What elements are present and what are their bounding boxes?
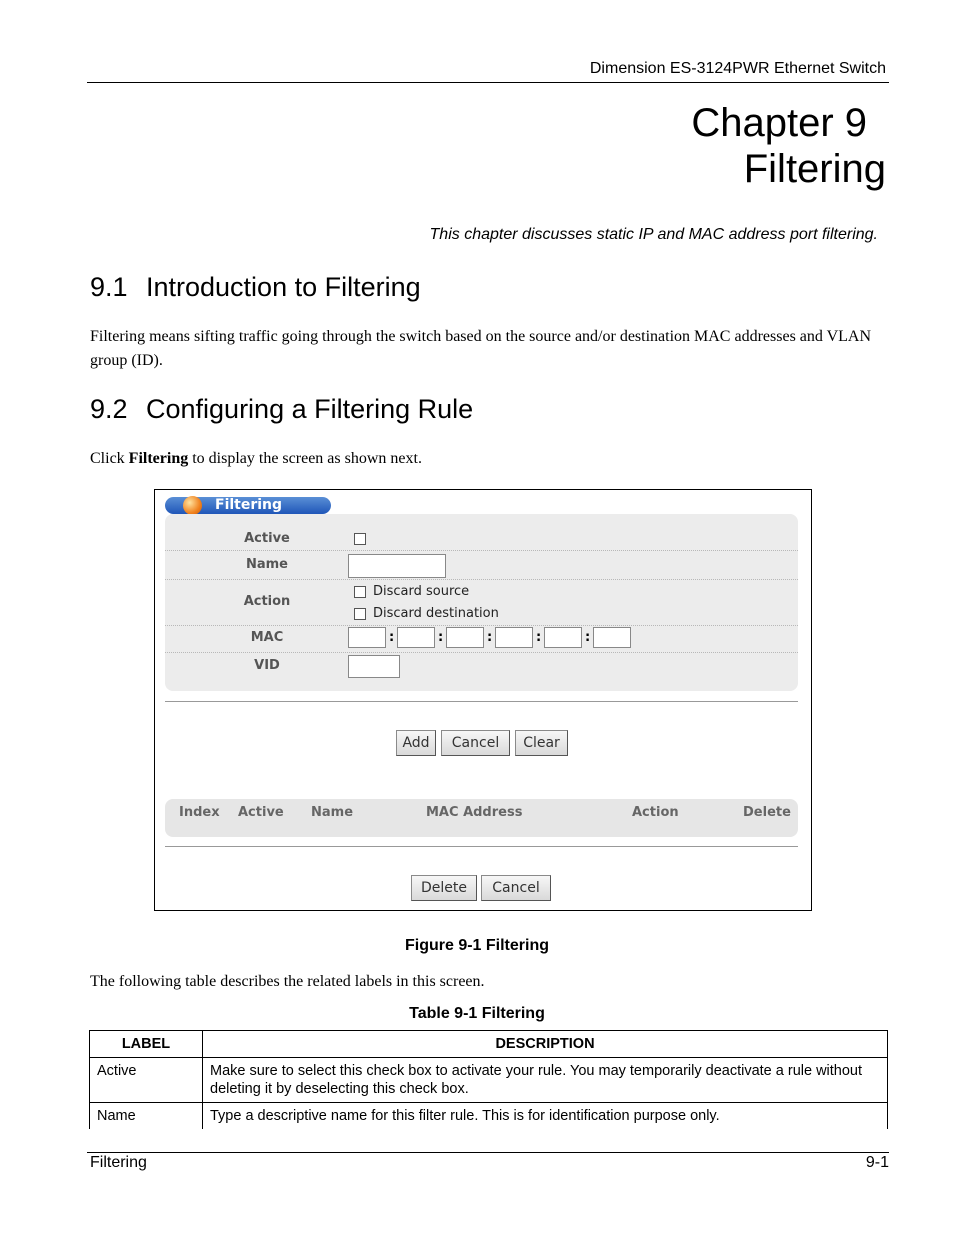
running-header: Dimension ES-3124PWR Ethernet Switch bbox=[589, 60, 886, 77]
section-heading-introduction bbox=[90, 272, 421, 303]
section-body-configuring bbox=[90, 447, 422, 471]
section-body-introduction: Filtering means sifting traffic going through the switch based on the source and/or destination MAC addresses and VLAN group (ID). bbox=[90, 328, 872, 369]
panel-title-bar bbox=[165, 497, 331, 514]
footer-rule bbox=[87, 1152, 889, 1153]
table-caption: Table 9-1 Filtering bbox=[409, 1005, 545, 1022]
discard-source-checkbox[interactable] bbox=[354, 586, 366, 598]
action-label: Action bbox=[243, 594, 291, 609]
mac-separator: : bbox=[389, 630, 395, 645]
cancel-list-button[interactable]: Cancel bbox=[481, 875, 551, 901]
row-divider bbox=[165, 579, 798, 580]
add-button[interactable]: Add bbox=[396, 730, 436, 756]
mac-octet-input[interactable] bbox=[544, 627, 582, 648]
body-text: Click bbox=[90, 450, 129, 467]
figure-caption: Figure 9-1 Filtering bbox=[404, 937, 549, 954]
label-description-table bbox=[89, 1030, 888, 1129]
chapter-number: Chapter 9 bbox=[691, 101, 867, 145]
body-text: to display the screen as shown next. bbox=[188, 450, 422, 467]
row-divider bbox=[165, 625, 798, 626]
footer-chapter-name: Filtering bbox=[90, 1154, 147, 1171]
discard-source-label: Discard source bbox=[373, 584, 470, 599]
body-bold-term: Filtering bbox=[128, 450, 189, 467]
panel-title: Filtering bbox=[215, 497, 283, 513]
name-label: Name bbox=[245, 557, 288, 572]
column-header-action: Action bbox=[632, 805, 679, 820]
column-header-label: LABEL bbox=[90, 1031, 203, 1058]
form-separator bbox=[165, 701, 798, 702]
mac-separator: : bbox=[585, 630, 591, 645]
row-description: Make sure to select this check box to activate your rule. You may temporarily deactivate a rule without deleting it by deselecting this check box. bbox=[203, 1058, 888, 1103]
discard-destination-checkbox[interactable] bbox=[354, 608, 366, 620]
discard-destination-label: Discard destination bbox=[373, 606, 499, 621]
mac-separator: : bbox=[438, 630, 444, 645]
orb-icon bbox=[183, 496, 202, 515]
mac-separator: : bbox=[487, 630, 493, 645]
vid-label: VID bbox=[254, 658, 280, 673]
table-row bbox=[90, 1058, 888, 1103]
row-description: Type a descriptive name for this filter rule. This is for identification purpose only. bbox=[203, 1103, 888, 1130]
section-title: Introduction to Filtering bbox=[146, 272, 421, 302]
column-header-delete: Delete bbox=[743, 805, 791, 820]
section-number: 9.2 bbox=[90, 394, 128, 424]
table-intro: The following table describes the related labels in this screen. bbox=[90, 973, 485, 990]
mac-octet-input[interactable] bbox=[397, 627, 435, 648]
footer-page-number: 9-1 bbox=[865, 1154, 889, 1171]
section-heading-configuring bbox=[90, 394, 473, 425]
mac-separator: : bbox=[536, 630, 542, 645]
column-header-description: DESCRIPTION bbox=[203, 1031, 888, 1058]
section-title: Configuring a Filtering Rule bbox=[146, 394, 474, 424]
active-checkbox[interactable] bbox=[354, 533, 366, 545]
column-header-mac-address: MAC Address bbox=[426, 805, 523, 820]
name-input[interactable] bbox=[348, 554, 446, 578]
filtering-screen-figure bbox=[154, 489, 812, 911]
table-header-row bbox=[90, 1031, 888, 1058]
clear-button[interactable]: Clear bbox=[515, 730, 568, 756]
column-header-name: Name bbox=[311, 805, 354, 820]
column-header-active: Active bbox=[238, 805, 284, 820]
mac-octet-input[interactable] bbox=[495, 627, 533, 648]
list-separator bbox=[165, 846, 798, 847]
table-row bbox=[90, 1103, 888, 1130]
section-number: 9.1 bbox=[90, 272, 128, 302]
filter-list-header bbox=[165, 799, 798, 837]
header-rule bbox=[87, 82, 889, 83]
vid-input[interactable] bbox=[348, 655, 400, 678]
row-label: Active bbox=[90, 1058, 203, 1103]
active-label: Active bbox=[244, 531, 290, 546]
chapter-intro: This chapter discusses static IP and MAC address port filtering. bbox=[429, 226, 878, 243]
delete-button[interactable]: Delete bbox=[411, 875, 477, 901]
filter-form-panel bbox=[165, 514, 798, 691]
row-label: Name bbox=[90, 1103, 203, 1130]
mac-octet-input[interactable] bbox=[446, 627, 484, 648]
mac-label: MAC bbox=[250, 630, 284, 645]
mac-octet-input[interactable] bbox=[348, 627, 386, 648]
row-divider bbox=[165, 550, 798, 551]
mac-octet-input[interactable] bbox=[593, 627, 631, 648]
row-divider bbox=[165, 652, 798, 653]
cancel-button[interactable]: Cancel bbox=[441, 730, 510, 756]
column-header-index: Index bbox=[179, 805, 220, 820]
chapter-title: Filtering bbox=[743, 147, 886, 191]
